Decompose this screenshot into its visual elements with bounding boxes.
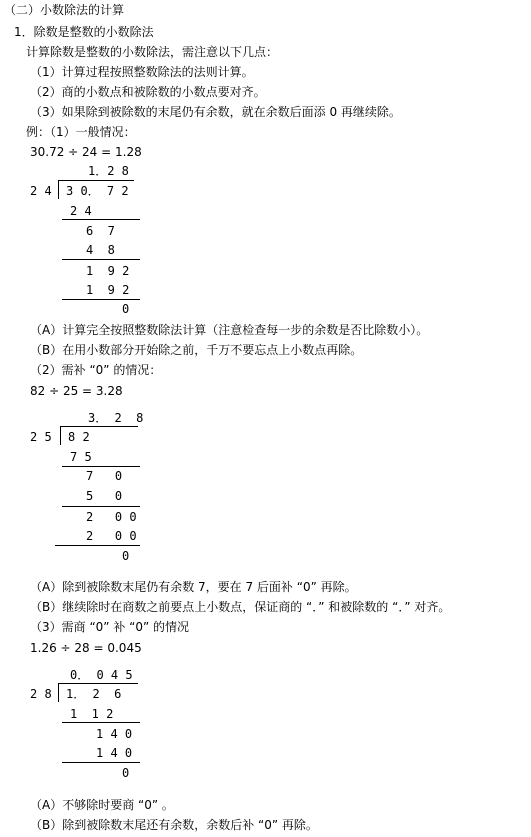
ex1-step: 1 9 2 bbox=[86, 264, 130, 278]
ex3-bracket bbox=[58, 683, 59, 702]
subsection-title: 1．除数是整数的小数除法 bbox=[14, 25, 154, 39]
ex3-remainder: 0 bbox=[122, 766, 130, 780]
ex2-equation: 82 ÷ 25 = 3.28 bbox=[30, 384, 123, 398]
ex1-line bbox=[62, 299, 140, 300]
ex3-quotient: 0． 0 4 5 bbox=[70, 668, 133, 682]
ex2-step: 2 0 0 bbox=[86, 529, 137, 543]
ex2-line bbox=[55, 545, 140, 546]
ex3-note-b: （B）除到被除数末尾还有余数，余数后补 “0” 再除。 bbox=[30, 818, 318, 832]
ex3-divisor: 2 8 bbox=[30, 687, 52, 701]
ex1-equation: 30.72 ÷ 24 = 1.28 bbox=[30, 145, 142, 159]
ex3-division-bar bbox=[58, 683, 138, 684]
ex1-line bbox=[62, 219, 140, 220]
ex3-step: 1 4 0 bbox=[96, 746, 133, 760]
ex1-note-b: （B）在用小数部分开始除之前，千万不要忘点上小数点再除。 bbox=[30, 343, 363, 357]
case3-title: （3）需商 “0” 补 “0” 的情况 bbox=[30, 620, 190, 634]
ex1-step: 6 7 bbox=[86, 224, 115, 238]
ex2-bracket bbox=[60, 426, 61, 445]
ex3-dividend: 1． 2 6 bbox=[66, 687, 122, 701]
ex1-dividend: 3 0． 7 2 bbox=[66, 184, 129, 198]
ex1-quotient: 1．2 8 bbox=[88, 164, 129, 178]
rule-2: （2）商的小数点和被除数的小数点要对齐。 bbox=[30, 85, 266, 99]
ex2-note-b: （B）继续除时在商数之前要点上小数点，保证商的 “．” 和被除数的 “．” 对齐。 bbox=[30, 600, 451, 614]
ex1-step: 2 4 bbox=[70, 204, 92, 218]
rule-3: （3）如果除到被除数的末尾仍有余数，就在余数后面添 0 再继续除。 bbox=[30, 105, 401, 119]
ex1-note-a: （A）计算完全按照整数除法计算（注意检查每一步的余数是否比除数小）。 bbox=[30, 323, 429, 337]
ex1-step: 1 9 2 bbox=[86, 283, 130, 297]
example-intro: 例：（1）一般情况： bbox=[26, 125, 136, 139]
ex3-equation: 1.26 ÷ 28 = 0.045 bbox=[30, 641, 142, 655]
case2-title: （2）需补 “0” 的情况： bbox=[30, 363, 162, 377]
ex1-bracket bbox=[58, 180, 59, 199]
ex2-divisor: 2 5 bbox=[30, 430, 52, 444]
ex2-dividend: 8 2 bbox=[68, 430, 90, 444]
ex1-remainder: 0 bbox=[122, 302, 130, 316]
ex1-line bbox=[62, 259, 140, 260]
ex2-line bbox=[62, 466, 140, 467]
ex1-step: 4 8 bbox=[86, 243, 115, 257]
ex2-division-bar bbox=[60, 426, 138, 427]
ex2-quotient: 3． 2 8 bbox=[88, 411, 144, 425]
ex2-step: 5 0 bbox=[86, 489, 123, 503]
ex2-note-a: （A）除到被除数末尾仍有余数 7，要在 7 后面补 “0” 再除。 bbox=[30, 580, 357, 594]
ex2-step: 2 0 0 bbox=[86, 510, 137, 524]
ex3-step: 1 1 2 bbox=[70, 707, 114, 721]
ex2-step: 7 5 bbox=[70, 450, 92, 464]
ex2-step: 7 0 bbox=[86, 469, 123, 483]
rule-1: （1）计算过程按照整数除法的法则计算。 bbox=[30, 65, 254, 79]
ex3-step: 1 4 0 bbox=[96, 727, 133, 741]
ex2-remainder: 0 bbox=[122, 549, 130, 563]
intro-text: 计算除数是整数的小数除法，需注意以下几点： bbox=[26, 45, 279, 59]
ex1-divisor: 2 4 bbox=[30, 184, 52, 198]
ex3-line bbox=[62, 762, 140, 763]
ex2-line bbox=[62, 506, 140, 507]
ex3-line bbox=[62, 722, 140, 723]
section-heading: （二）小数除法的计算 bbox=[4, 3, 125, 17]
ex3-note-a: （A）不够除时要商 “0” 。 bbox=[30, 798, 174, 812]
ex1-division-bar bbox=[58, 180, 134, 181]
